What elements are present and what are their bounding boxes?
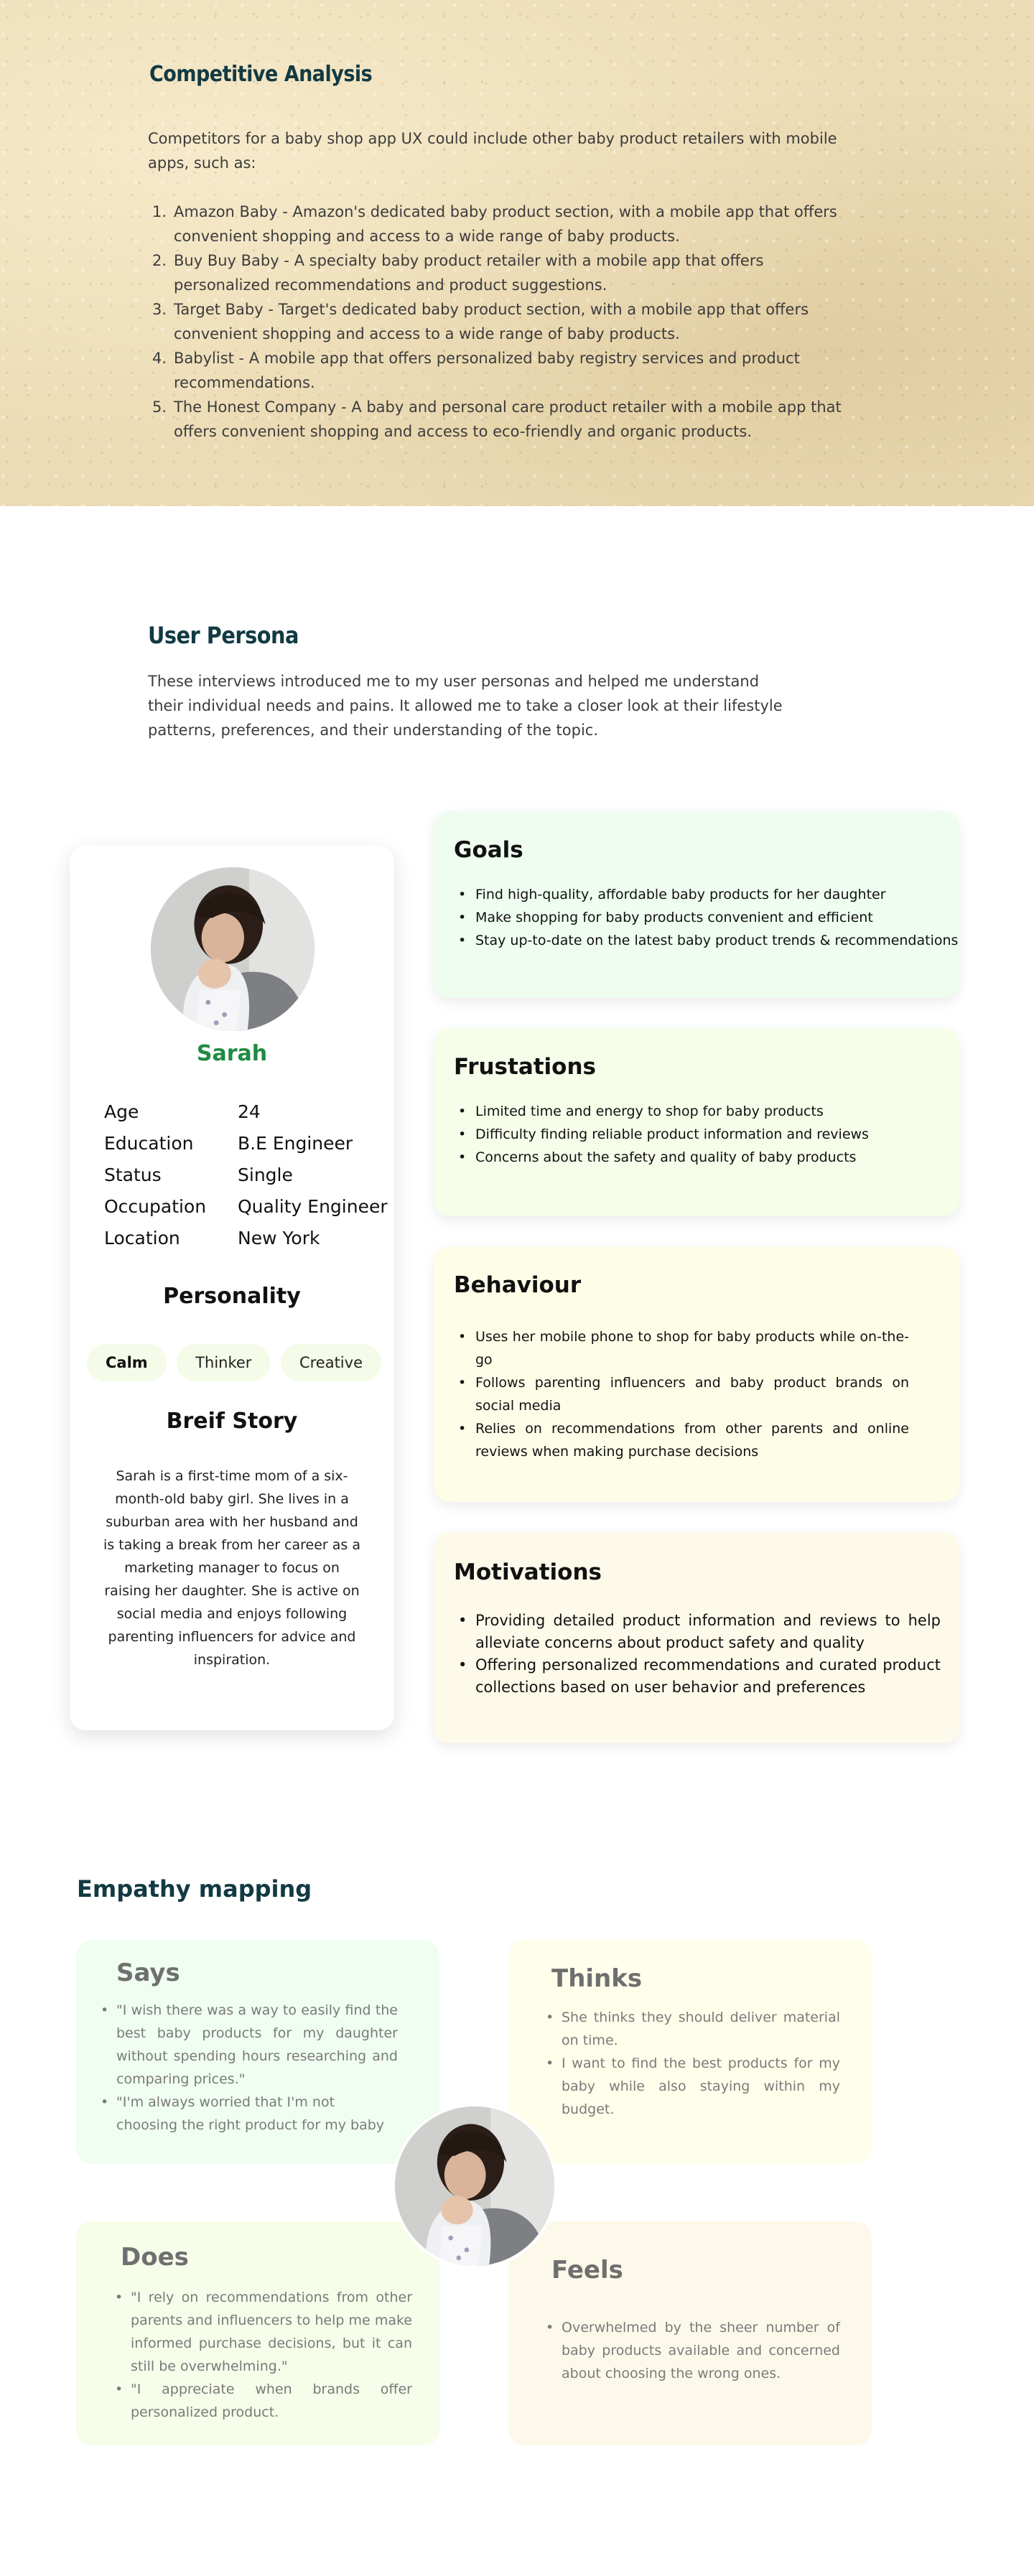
does-title: Does — [121, 2243, 189, 2272]
goals-list — [475, 883, 964, 952]
list-item: • Overwhelmed by the sheer number of baby products available and concerned about choosing the wrong ones. — [562, 2316, 840, 2385]
list-item: • Find high-quality, affordable baby products for her daughter — [475, 883, 964, 906]
list-item: • Follows parenting influencers and baby product brands on social media — [475, 1371, 909, 1417]
frustrations-title: Frustations — [454, 1054, 597, 1080]
motivations-list — [475, 1610, 941, 1699]
list-item: • Offering personalized recommendations and curated product collections based on user behavior and preferences — [475, 1654, 941, 1699]
motivations-title: Motivations — [454, 1559, 602, 1585]
list-item: • She thinks they should deliver material on time. — [562, 2006, 840, 2052]
user-persona-intro: These interviews introduced me to my user personas and helped me understand their individual needs and pains. It allowed me to take a closer look at their lifestyle patterns, preferences, and their understanding of the topic. — [148, 673, 783, 739]
persona-story: Sarah is a first-time mom of a six-month-old baby girl. She lives in a suburban area with her husband and is taking a break from her career as a marketing manager to focus on raising her daughter. She is active on social media and enjoys following parenting influencers for advice and inspiration. — [103, 1468, 361, 1668]
attribute-row: Age 24 — [104, 1101, 261, 1122]
thinks-list — [562, 2006, 840, 2121]
behaviour-title: Behaviour — [454, 1272, 582, 1298]
empathy-avatar — [392, 2104, 557, 2269]
competitor-list — [148, 200, 859, 444]
persona-avatar — [151, 867, 315, 1031]
says-title: Says — [116, 1959, 180, 1987]
empathy-says-quadrant — [76, 1940, 439, 2164]
competitor-item: 5. The Honest Company - A baby and personal care product retailer with a mobile app that offers convenient shopping and access to eco-friendly and organic products. — [152, 398, 842, 440]
persona-name: Sarah — [196, 1041, 268, 1066]
mother-baby-photo-icon — [151, 867, 315, 1031]
attribute-row: Status Single — [104, 1164, 293, 1185]
list-item: • Concerns about the safety and quality of baby products — [475, 1146, 935, 1169]
thinks-title: Thinks — [551, 1964, 643, 1993]
list-item: • Providing detailed product information and reviews to help alleviate concerns about product safety and quality — [475, 1610, 941, 1654]
list-item: • "I appreciate when brands offer personalized product. — [131, 2378, 412, 2424]
goals-title: Goals — [454, 837, 523, 863]
attribute-row: Education B.E Engineer — [104, 1132, 353, 1154]
competitor-item: 2. Buy Buy Baby - A specialty baby product retailer with a mobile app that offers personalized recommendations and product suggestions. — [152, 252, 764, 294]
frustrations-list — [475, 1100, 935, 1169]
list-item: • Difficulty finding reliable product information and reviews — [475, 1123, 935, 1146]
personality-tag: Creative — [281, 1344, 381, 1381]
mother-baby-photo-icon — [395, 2106, 554, 2266]
does-list — [131, 2286, 412, 2424]
personality-title: Personality — [163, 1284, 301, 1309]
competitor-item: 1. Amazon Baby - Amazon's dedicated baby product section, with a mobile app that offers convenient shopping and access to a wide range of baby products. — [152, 203, 837, 245]
empathy-feels-quadrant — [508, 2221, 872, 2445]
persona-attributes — [104, 1096, 391, 1254]
story-title: Breif Story — [166, 1409, 298, 1434]
list-item: • "I'm always worried that I'm not choosing the right product for my baby — [116, 2091, 398, 2137]
list-item: • Stay up-to-date on the latest baby product trends & recommendations — [475, 929, 964, 952]
empathy-does-quadrant — [76, 2221, 439, 2445]
goals-card — [434, 811, 959, 998]
personality-tag: Calm — [87, 1344, 167, 1381]
feels-title: Feels — [551, 2256, 623, 2285]
attribute-row: Location New York — [104, 1227, 320, 1249]
empathy-thinks-quadrant — [508, 1940, 872, 2164]
frustrations-card — [434, 1028, 959, 1216]
empathy-mapping-title: Empathy mapping — [77, 1875, 312, 1903]
motivations-card — [434, 1532, 959, 1743]
attribute-row: Occupation Quality Engineer — [104, 1195, 388, 1217]
list-item: • "I rely on recommendations from other parents and influencers to help me make informed purchase decisions, but it can still be overwhelming." — [131, 2286, 412, 2378]
behaviour-card — [434, 1246, 959, 1502]
list-item: • "I wish there was a way to easily find the best baby products for my daughter without spending hours researching and comparing prices." — [116, 1999, 398, 2091]
list-item: • Relies on recommendations from other parents and online reviews when making purchase decisions — [475, 1417, 909, 1463]
personality-tags — [87, 1344, 381, 1381]
says-list — [116, 1999, 398, 2137]
competitor-item: 4. Babylist - A mobile app that offers personalized baby registry services and product recommendations. — [152, 350, 800, 391]
competitive-analysis-section — [0, 0, 1034, 506]
user-persona-title: User Persona — [148, 622, 299, 649]
list-item: • Make shopping for baby products convenient and efficient — [475, 906, 964, 929]
behaviour-list — [475, 1325, 909, 1463]
persona-profile-card — [70, 846, 394, 1730]
competitor-item: 3. Target Baby - Target's dedicated baby product section, with a mobile app that offers convenient shopping and access to a wide range of baby products. — [152, 301, 809, 342]
list-item: • Limited time and energy to shop for baby products — [475, 1100, 935, 1123]
competitive-analysis-intro: Competitors for a baby shop app UX could include other baby product retailers with mobile apps, such as: — [148, 130, 837, 172]
competitive-analysis-title: Competitive Analysis — [149, 62, 373, 87]
personality-tag: Thinker — [177, 1344, 270, 1381]
feels-list — [562, 2316, 840, 2385]
list-item: • Uses her mobile phone to shop for baby products while on-the-go — [475, 1325, 909, 1371]
list-item: • I want to find the best products for my baby while also staying within my budget. — [562, 2052, 840, 2121]
